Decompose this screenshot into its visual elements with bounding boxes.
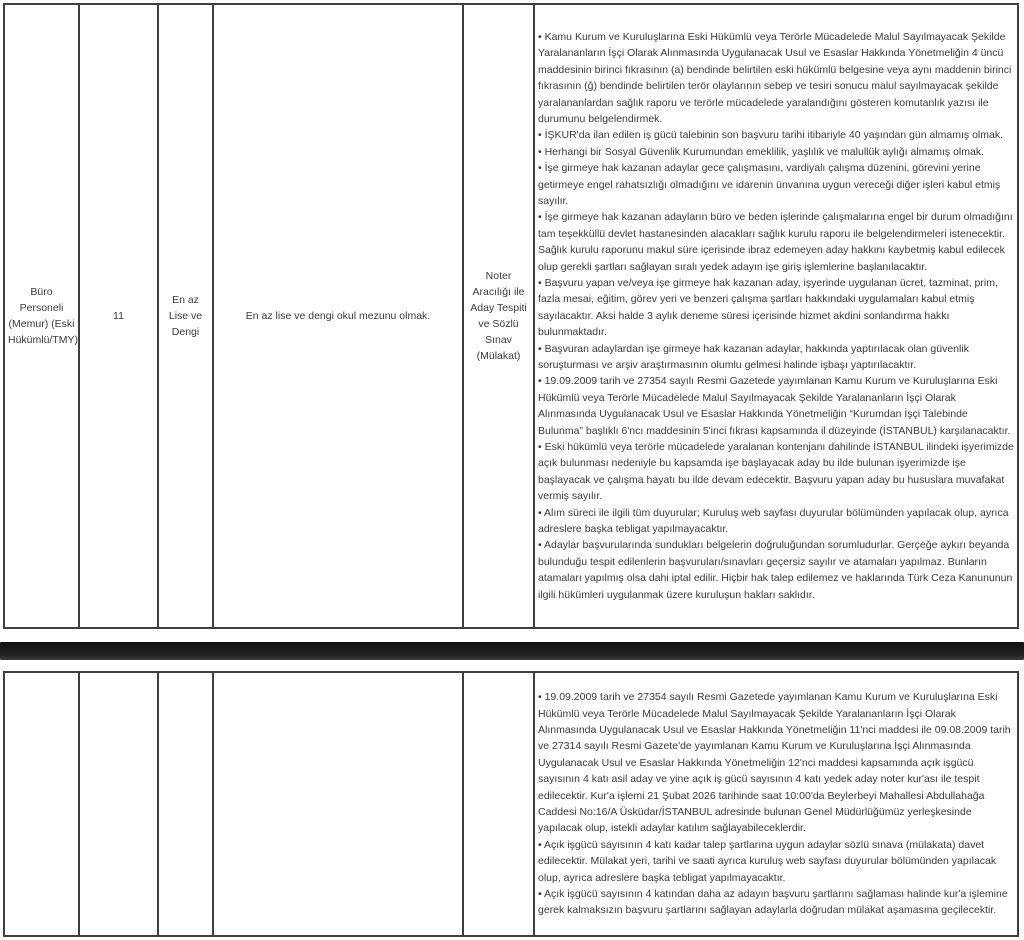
cell-position-title-empty xyxy=(4,672,79,936)
condition-item: • Açık işgücü sayısının 4 katından daha az adayın başvuru şartlarını sağlaması halinde kur'a işlemine gerek kalmaksızın başvuru şartlarını sağlayan adaylarla doğrudan mülakat aşamasına geçilecektir. xyxy=(538,886,1014,919)
section-divider-bar xyxy=(0,642,1024,660)
condition-item: • Açık işgücü sayısının 4 katı kadar talep şartlarına uygun adaylar sözlü sınava (mülakata) davet edilecektir. Mülakat yeri, tarihi ve saati ayrıca kuruluş web sayfası duyurular bölümünden yapılacak olup, ayrıca adreslere başka tebligat yapılmayacaktır. xyxy=(538,837,1014,886)
condition-item: • İşe girmeye hak kazanan adaylar gece çalışmasını, vardiyalı çalışma düzenini, görevini yerine getirmeye engel rahatsızlığı olmadığını ve idarenin ünvanına uygun vereceği diğer işleri kabul etmiş sayılır. xyxy=(538,160,1014,209)
cell-requirement: En az lise ve dengi okul mezunu olmak. xyxy=(213,4,463,628)
cell-selection-method: Noter Aracılığı ile Aday Tespiti ve Sözlü Sınav (Mülakat) xyxy=(463,4,534,628)
job-posting-table-upper xyxy=(3,3,1019,629)
cell-conditions-list xyxy=(534,672,1018,936)
condition-item: • İşe girmeye hak kazanan adayların büro ve beden işlerinde çalışmalarına engel bir durum olmadığını tam teşekküllü devlet hastanesinden alacakları sağlık kurulu raporu ile belgelendirmeleri istenecektir. Sağlık kurulu raporunu makul süre içerisinde ibraz edemeyen aday hakkını kaybetmiş kabul edilecek olup gerekli şartları sağlayan sıralı yedek adayın işe giriş işlemlerine başlanılacaktır. xyxy=(538,209,1014,275)
condition-item: • Başvuru yapan ve/veya işe girmeye hak kazanan aday, işyerinde uygulanan ücret, tazminat, prim, fazla mesai, eğitim, görev yeri ve benzeri çalışma şartları hakkındaki uygulamaları kabul etmiş sayılacaktır. Aksi halde 3 aylık deneme süresi içerisinde hizmet akdini sonlandırma hakkı bulunmaktadır. xyxy=(538,275,1014,341)
condition-item: • 19.09.2009 tarih ve 27354 sayılı Resmi Gazetede yayımlanan Kamu Kurum ve Kuruluşlarına Eski Hükümlü veya Terörle Mücadelede Malul Sayılmayacak Şekilde Yaralananların İşçi Olarak Alınmasında Uygulanacak Usul ve Esaslar Hakkında Yönetmeliğin “Kurumdan İşçi Talebinde Bulunma” başlıklı 6'ncı maddesinin 5'inci fıkrası kapsamında il düzeyinde (İSTANBUL) karşılanacaktır. xyxy=(538,373,1014,439)
condition-item: • Alım süreci ile ilgili tüm duyurular; Kuruluş web sayfası duyurular bölümünden yapılacak olup, ayrıca adreslere başka tebligat yapılmayacaktır. xyxy=(538,505,1014,538)
cell-open-positions-count: 11 xyxy=(79,4,158,628)
job-posting-table-lower xyxy=(3,671,1019,937)
cell-requirement-empty xyxy=(213,672,463,936)
cell-conditions-list xyxy=(534,4,1018,628)
table-row xyxy=(4,672,1018,936)
cell-position-title: Büro Personeli (Memur) (Eski Hükümlü/TMY) xyxy=(4,4,79,628)
condition-item: • Kamu Kurum ve Kuruluşlarına Eski Hükümlü veya Terörle Mücadelede Malul Sayılmayacak Şekilde Yaralananların İşçi Olarak Alınmasında Uygulanacak Usul ve Esaslar Hakkında Yönetmeliğin 4 üncü maddesinin birinci fıkrasının (a) bendinde belirtilen eski hükümlü belgesine veya aynı maddenin birinci fıkrasının (ğ) bendinde belirtilen terör olaylarının sebep ve tesiri sonucu malul sayılmayacak şekilde yaralananlardan sağlık raporu ve terörle mücadelede yaralandığını gösteren komutanlık yazısı ile durumunu belgelendirmek. xyxy=(538,29,1014,127)
table-row xyxy=(4,4,1018,628)
condition-item: • Adaylar başvurularında sundukları belgelerin doğruluğundan sorumludurlar. Gerçeğe aykırı beyanda bulunduğu tespit edilenlerin başvuruları/sınavları geçersiz sayılır ve atamaları yapılmaz. Bunların atamaları yapılmış olsa dahi iptal edilir. Hiçbir hak talep edilemez ve haklarında Türk Ceza Kanununun ilgili hükümleri uygulanmak üzere kuruluşun hakları saklıdır. xyxy=(538,537,1014,603)
condition-item: • Başvuran adaylardan işe girmeye hak kazanan adaylar, hakkında yaptırılacak olan güvenlik soruşturması ve arşiv araştırmasının olumlu gelmesi halinde işbaşı yaptırılacaktır. xyxy=(538,341,1014,374)
condition-item: • Herhangi bir Sosyal Güvenlik Kurumundan emeklilik, yaşlılık ve malullük aylığı almamış olmak. xyxy=(538,144,1014,160)
cell-education-level-empty xyxy=(158,672,213,936)
cell-education-level: En az Lise ve Dengi xyxy=(158,4,213,628)
condition-item: • Eski hükümlü veya terörle mücadelede yaralanan kontenjanı dahilinde İSTANBUL ilindeki işyerimizde açık bulunması nedeniyle bu kapsamda işe başlayacak aday bu ilde bulunan işyerimizde işe başlayacak ve çalışma hayatı bu ilde devam edecektir. Başvuru yapan aday bu hususlara muvafakat vermiş sayılır. xyxy=(538,439,1014,505)
cell-open-positions-count-empty xyxy=(79,672,158,936)
cell-selection-method-empty xyxy=(463,672,534,936)
condition-item: • İŞKUR'da ilan edilen iş gücü talebinin son başvuru tarihi itibariyle 40 yaşından gün almamış olmak. xyxy=(538,127,1014,143)
condition-item: • 19.09.2009 tarih ve 27354 sayılı Resmi Gazetede yayımlanan Kamu Kurum ve Kuruluşlarına Eski Hükümlü veya Terörle Mücadelede Malul Sayılmayacak Şekilde Yaralananların İşçi Olarak Alınmasında Uygulanacak Usul ve Esaslar Hakkında Yönetmeliğin 11'nci maddesi ile 09.08.2009 tarih ve 27314 sayılı Resmi Gazete'de yayımlanan Kamu Kurum ve Kuruluşlarına İşçi Alınmasında Uygulanacak Usul ve Esaslar Hakkında Yönetmeliğin 12'nci maddesi kapsamında açık işgücü sayısının 4 katı asil aday ve yine açık iş gücü sayısının 4 katı yedek aday noter kur'ası ile tespit edilecektir. Kur'a işlemi 21 Şubat 2026 tarihinde saat 10:00'da Beylerbeyi Mahallesi Abdullahağa Caddesi No:16/A Üsküdar/İSTANBUL adresinde bulunan Genel Müdürlüğümüz yerleşkesinde yapılacak olup, istekli adaylar katılım sağlayabileceklerdir. xyxy=(538,689,1014,837)
